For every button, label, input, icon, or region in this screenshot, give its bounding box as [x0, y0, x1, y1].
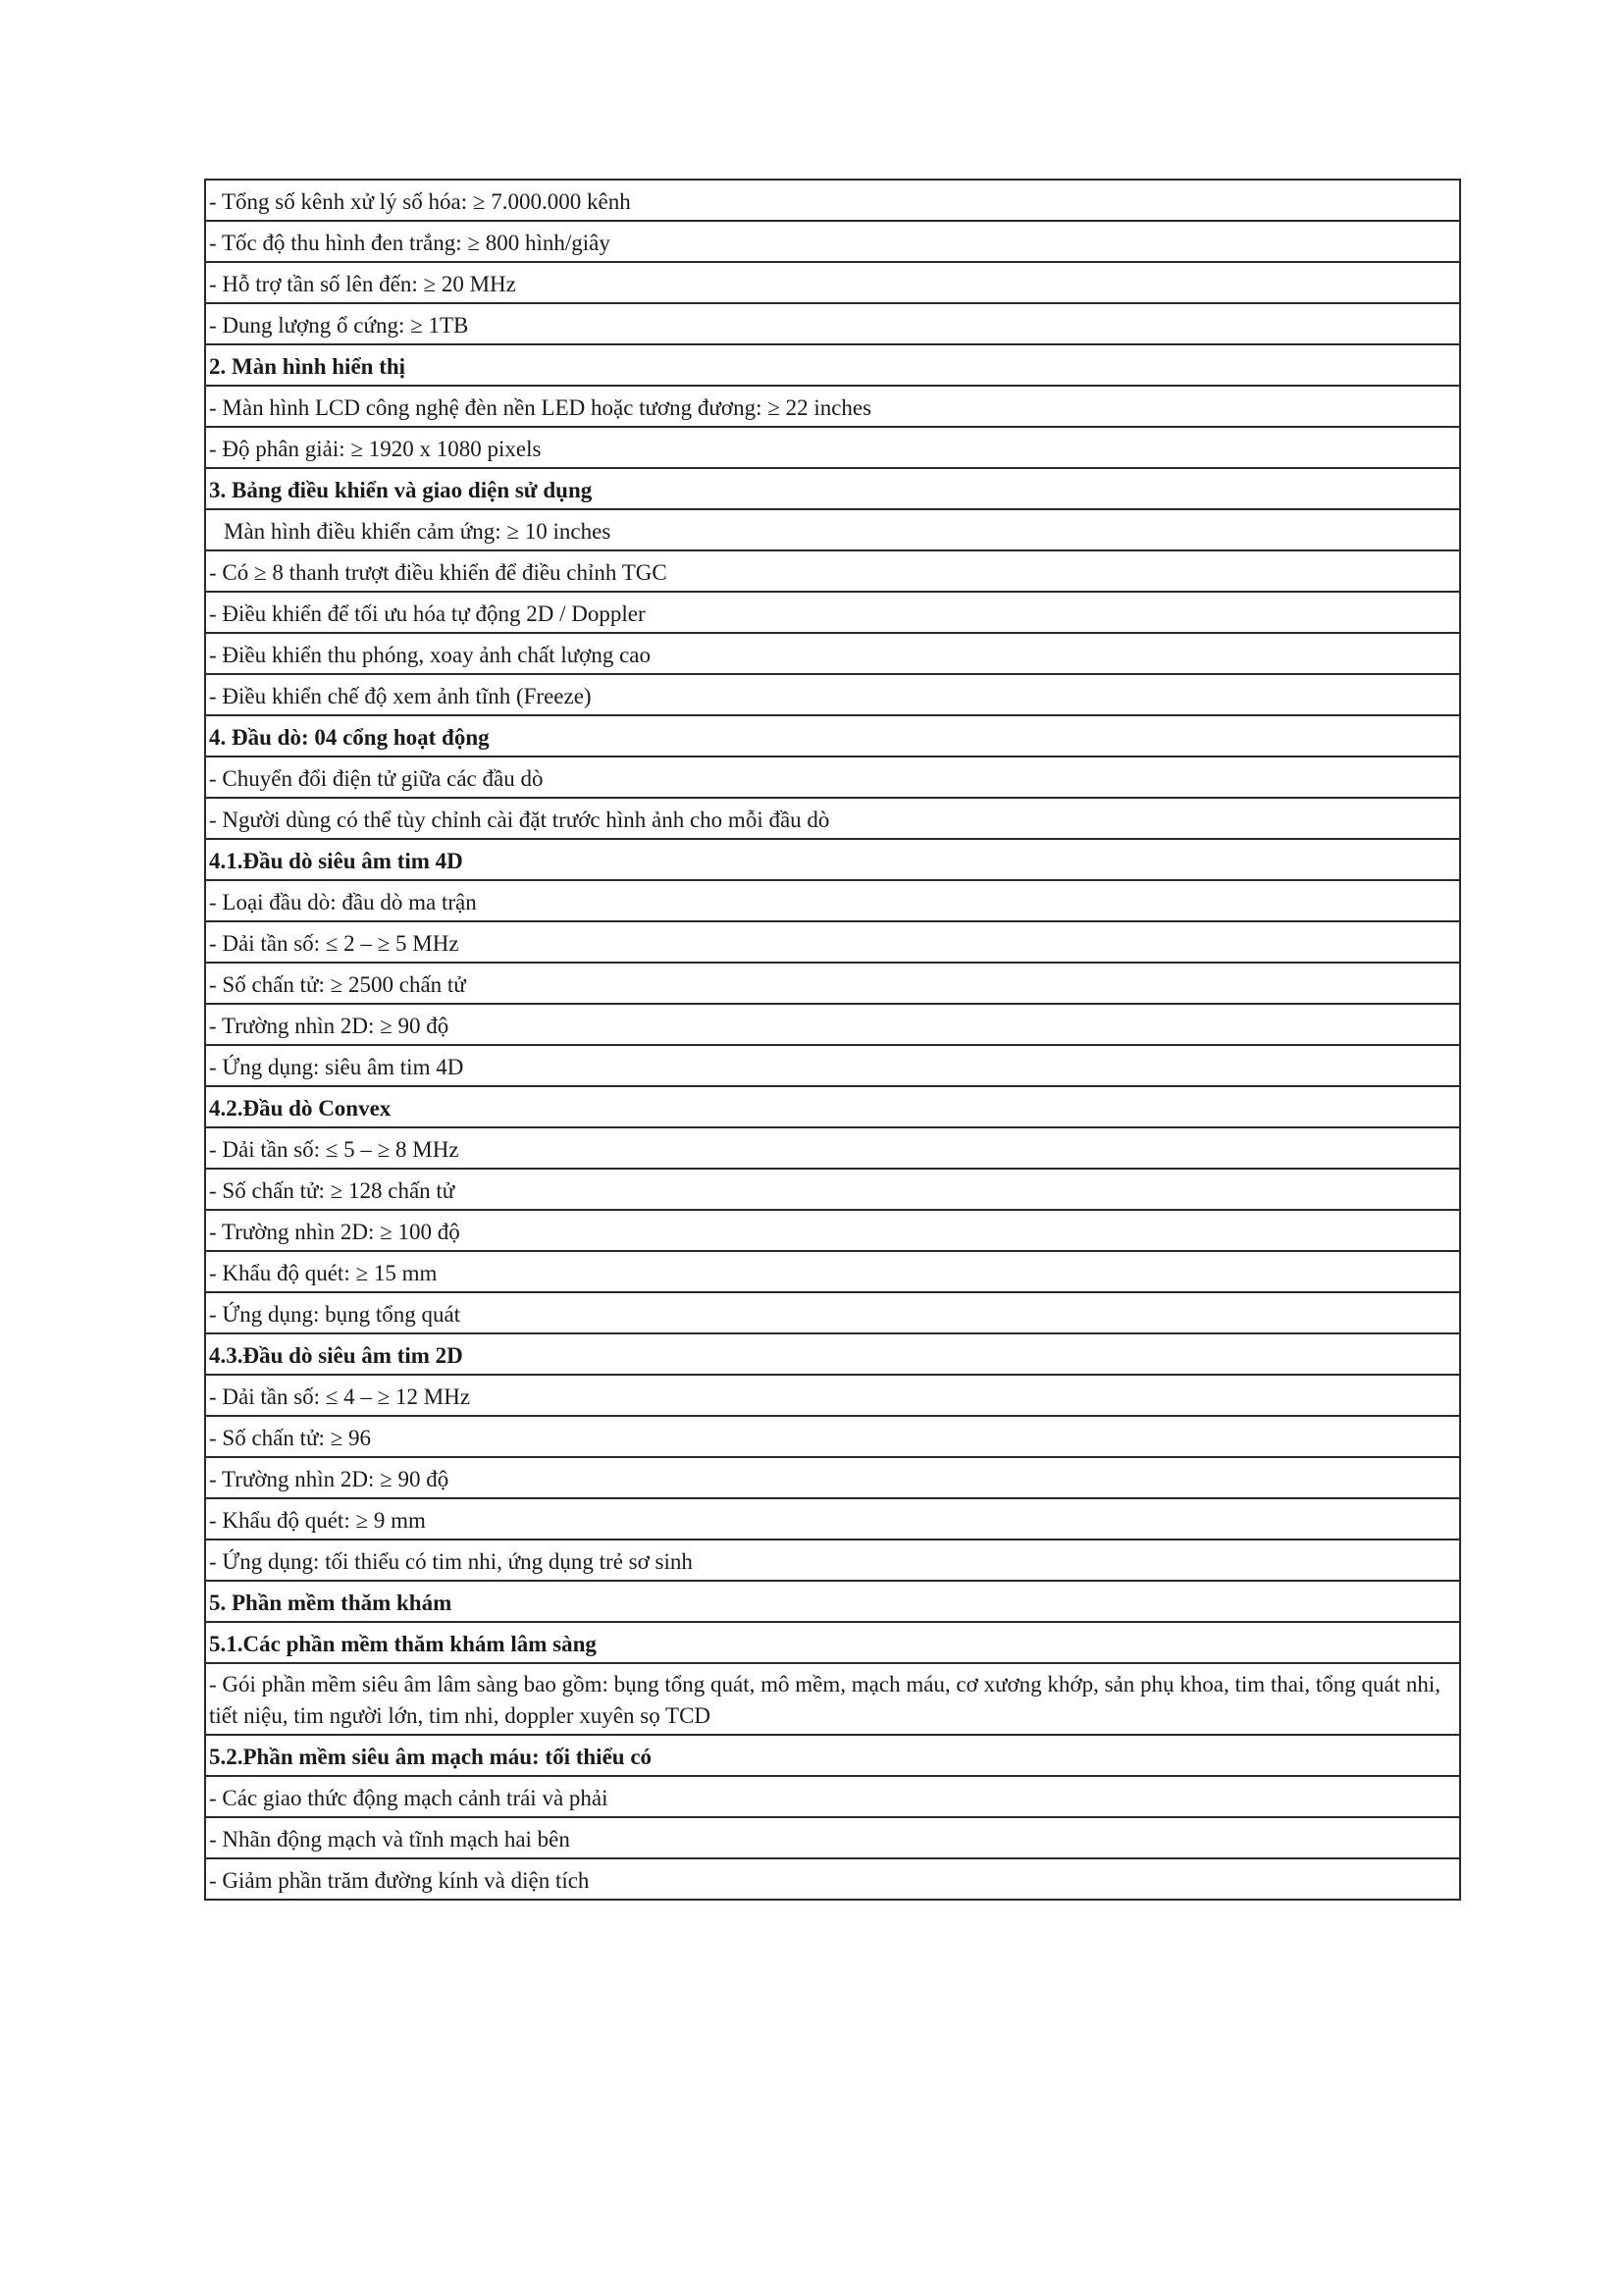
section-heading-row — [205, 468, 1460, 509]
section-heading-row — [205, 839, 1460, 880]
spec-item-row — [205, 1004, 1460, 1045]
spec-item-row — [205, 921, 1460, 963]
spec-item: Màn hình điều khiển cảm ứng: ≥ 10 inches — [205, 509, 1460, 550]
spec-item: - Gói phần mềm siêu âm lâm sàng bao gồm: bụng tổng quát, mô mềm, mạch máu, cơ xương khớp, sản phụ khoa, tim thai, tổng quát nhi, tiết niệu, tim người lớn, tim nhi, doppler xuyên sọ TCD — [205, 1663, 1460, 1735]
spec-item: - Điều khiển thu phóng, xoay ảnh chất lượng cao — [205, 633, 1460, 674]
spec-item: - Nhãn động mạch và tĩnh mạch hai bên — [205, 1817, 1460, 1858]
spec-item-row — [205, 592, 1460, 633]
section-heading-row — [205, 1581, 1460, 1622]
section-heading: 2. Màn hình hiển thị — [205, 344, 1460, 386]
spec-item-row — [205, 1776, 1460, 1817]
spec-item-row — [205, 1498, 1460, 1539]
spec-item-row — [205, 757, 1460, 798]
section-heading: 5.1.Các phần mềm thăm khám lâm sàng — [205, 1622, 1460, 1663]
section-heading: 4. Đầu dò: 04 cổng hoạt động — [205, 715, 1460, 757]
spec-item-row — [205, 550, 1460, 592]
spec-item: - Các giao thức động mạch cảnh trái và phải — [205, 1776, 1460, 1817]
spec-item-row — [205, 1539, 1460, 1581]
spec-item-row — [205, 1210, 1460, 1251]
spec-item-row — [205, 1251, 1460, 1292]
spec-item: - Trường nhìn 2D: ≥ 90 độ — [205, 1004, 1460, 1045]
spec-item: - Giảm phần trăm đường kính và diện tích — [205, 1858, 1460, 1900]
spec-item-row — [205, 1045, 1460, 1086]
section-heading: 4.2.Đầu dò Convex — [205, 1086, 1460, 1127]
spec-item: - Hỗ trợ tần số lên đến: ≥ 20 MHz — [205, 262, 1460, 303]
spec-item-row — [205, 427, 1460, 468]
spec-item-row — [205, 509, 1460, 550]
spec-item-row — [205, 1127, 1460, 1169]
spec-item: - Trường nhìn 2D: ≥ 100 độ — [205, 1210, 1460, 1251]
spec-item-row — [205, 303, 1460, 344]
section-heading-row — [205, 344, 1460, 386]
specification-table-body — [205, 180, 1460, 1900]
spec-item-row — [205, 963, 1460, 1004]
spec-item: - Khẩu độ quét: ≥ 15 mm — [205, 1251, 1460, 1292]
spec-item-row — [205, 221, 1460, 262]
spec-item-row — [205, 798, 1460, 839]
spec-item-row — [205, 180, 1460, 221]
spec-item: - Có ≥ 8 thanh trượt điều khiển để điều chỉnh TGC — [205, 550, 1460, 592]
section-heading-row — [205, 1086, 1460, 1127]
specification-table — [204, 179, 1461, 1901]
spec-item: - Màn hình LCD công nghệ đèn nền LED hoặc tương đương: ≥ 22 inches — [205, 386, 1460, 427]
spec-item: - Ứng dụng: siêu âm tim 4D — [205, 1045, 1460, 1086]
spec-item-row — [205, 633, 1460, 674]
spec-item: - Tổng số kênh xử lý số hóa: ≥ 7.000.000 kênh — [205, 180, 1460, 221]
spec-item-row — [205, 386, 1460, 427]
spec-item: - Loại đầu dò: đầu dò ma trận — [205, 880, 1460, 921]
section-heading-row — [205, 715, 1460, 757]
spec-item: - Số chấn tử: ≥ 128 chấn tử — [205, 1169, 1460, 1210]
section-heading: 3. Bảng điều khiển và giao diện sử dụng — [205, 468, 1460, 509]
spec-item-row — [205, 262, 1460, 303]
spec-item: - Dải tần số: ≤ 5 – ≥ 8 MHz — [205, 1127, 1460, 1169]
spec-item: - Số chấn tử: ≥ 96 — [205, 1416, 1460, 1457]
spec-item: - Khẩu độ quét: ≥ 9 mm — [205, 1498, 1460, 1539]
spec-item: - Dung lượng ổ cứng: ≥ 1TB — [205, 303, 1460, 344]
spec-item-row — [205, 1416, 1460, 1457]
spec-item-row — [205, 1858, 1460, 1900]
spec-item-row — [205, 1817, 1460, 1858]
spec-item: - Dải tần số: ≤ 4 – ≥ 12 MHz — [205, 1375, 1460, 1416]
spec-item-row — [205, 1292, 1460, 1333]
spec-item: - Ứng dụng: bụng tổng quát — [205, 1292, 1460, 1333]
spec-item: - Điều khiển để tối ưu hóa tự động 2D / Doppler — [205, 592, 1460, 633]
spec-item: - Tốc độ thu hình đen trắng: ≥ 800 hình/giây — [205, 221, 1460, 262]
spec-item: - Chuyển đổi điện tử giữa các đầu dò — [205, 757, 1460, 798]
spec-item: - Ứng dụng: tối thiểu có tim nhi, ứng dụng trẻ sơ sinh — [205, 1539, 1460, 1581]
spec-item: - Người dùng có thể tùy chỉnh cài đặt trước hình ảnh cho mỗi đầu dò — [205, 798, 1460, 839]
spec-item: - Trường nhìn 2D: ≥ 90 độ — [205, 1457, 1460, 1498]
spec-item-row — [205, 1663, 1460, 1735]
spec-item-row — [205, 1169, 1460, 1210]
section-heading: 5.2.Phần mềm siêu âm mạch máu: tối thiểu có — [205, 1735, 1460, 1776]
spec-item: - Điều khiển chế độ xem ảnh tĩnh (Freeze) — [205, 674, 1460, 715]
section-heading-row — [205, 1735, 1460, 1776]
spec-item-row — [205, 1375, 1460, 1416]
section-heading: 4.3.Đầu dò siêu âm tim 2D — [205, 1333, 1460, 1375]
spec-item: - Độ phân giải: ≥ 1920 x 1080 pixels — [205, 427, 1460, 468]
section-heading-row — [205, 1622, 1460, 1663]
spec-item-row — [205, 1457, 1460, 1498]
spec-item: - Số chấn tử: ≥ 2500 chấn tử — [205, 963, 1460, 1004]
section-heading: 5. Phần mềm thăm khám — [205, 1581, 1460, 1622]
spec-item: - Dải tần số: ≤ 2 – ≥ 5 MHz — [205, 921, 1460, 963]
section-heading: 4.1.Đầu dò siêu âm tim 4D — [205, 839, 1460, 880]
section-heading-row — [205, 1333, 1460, 1375]
spec-item-row — [205, 674, 1460, 715]
spec-item-row — [205, 880, 1460, 921]
